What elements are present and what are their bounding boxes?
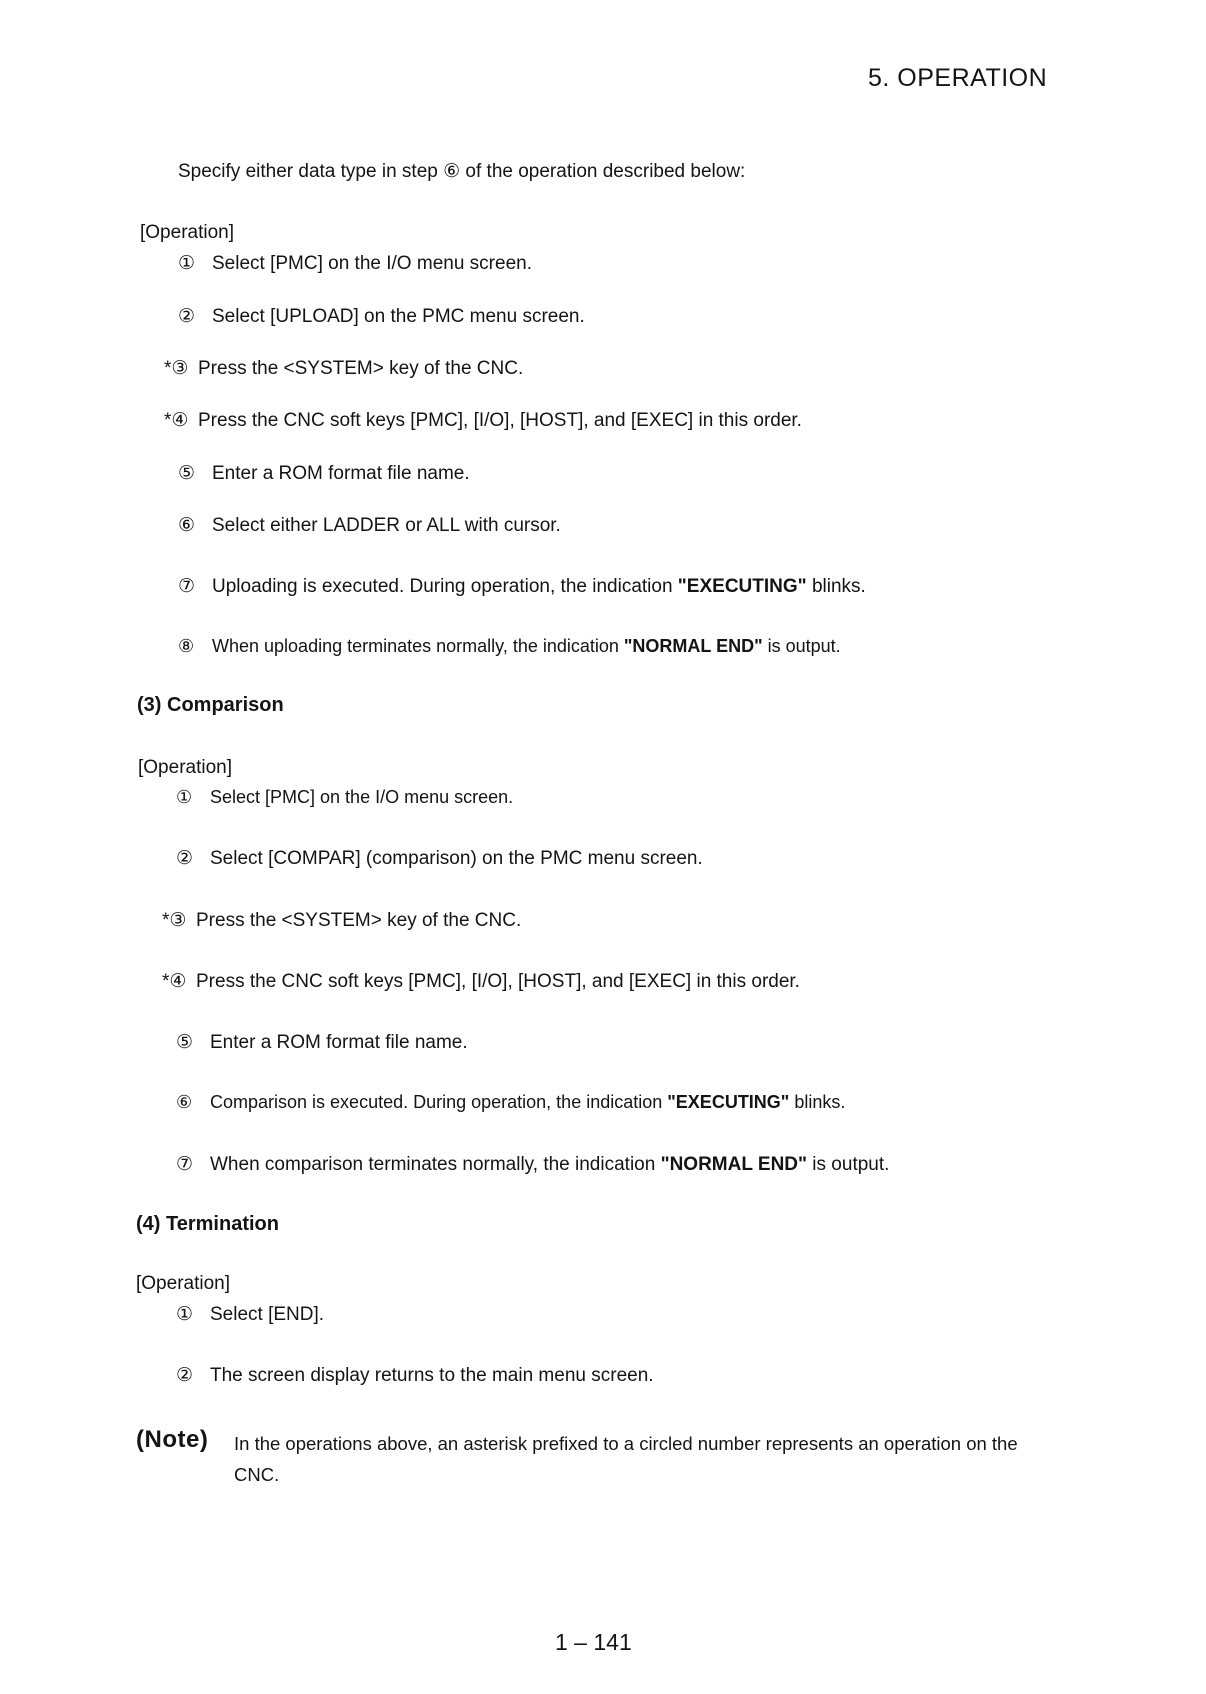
upload-step-7 <box>178 575 866 598</box>
step-number: ⑦ <box>176 1154 194 1175</box>
step-text-pre: When uploading terminates normally, the indication <box>212 636 624 656</box>
upload-step-5 <box>178 462 470 485</box>
step-number: ② <box>178 306 196 327</box>
step-text: Select [PMC] on the I/O menu screen. <box>210 787 514 807</box>
intro-text: Specify either data type in step ⑥ of the operation described below: <box>178 161 746 182</box>
upload-step-3 <box>164 357 523 380</box>
upload-step-8 <box>178 636 841 657</box>
step-number: ① <box>178 253 196 274</box>
upload-step-1 <box>178 252 532 275</box>
step-text-pre: Uploading is executed. During operation, the indication <box>212 576 678 597</box>
step-number: ② <box>176 1365 194 1386</box>
comparison-step-5 <box>176 1031 468 1054</box>
termination-step-2 <box>176 1364 654 1387</box>
step-number: *④ <box>162 971 187 992</box>
step-text-post: blinks. <box>806 576 866 597</box>
step-number: ⑦ <box>178 576 196 597</box>
step-text: Press the <SYSTEM> key of the CNC. <box>196 910 522 931</box>
step-number: ⑥ <box>178 515 196 536</box>
step-text: Select [PMC] on the I/O menu screen. <box>212 253 532 274</box>
step-text: Select [END]. <box>210 1304 325 1325</box>
step-number: ① <box>176 1304 194 1325</box>
step-text-post: is output. <box>762 636 841 656</box>
step-text: Enter a ROM format file name. <box>210 1032 468 1053</box>
step-number: *③ <box>164 358 189 379</box>
step-number: ① <box>176 787 193 807</box>
step-number: *③ <box>162 910 187 931</box>
termination-heading: (4) Termination <box>136 1213 279 1235</box>
step-text-bold: "NORMAL END" <box>623 636 763 656</box>
step-text-bold: "EXECUTING" <box>667 1092 790 1112</box>
comparison-step-3 <box>162 909 521 932</box>
step-text: Select [UPLOAD] on the PMC menu screen. <box>212 306 585 327</box>
section-header: 5. OPERATION <box>868 64 1048 92</box>
step-text-post: blinks. <box>789 1092 846 1112</box>
step-text-bold: "NORMAL END" <box>660 1154 808 1175</box>
step-text-pre: When comparison terminates normally, the indication <box>210 1154 661 1175</box>
upload-operation-label: [Operation] <box>140 222 234 243</box>
comparison-operation-label: [Operation] <box>138 757 232 778</box>
step-text: Press the CNC soft keys [PMC], [I/O], [HOST], and [EXEC] in this order. <box>198 410 802 431</box>
note-text: In the operations above, an asterisk prefixed to a circled number represents an operation on the CNC. <box>234 1433 1018 1485</box>
step-number: ⑤ <box>178 463 196 484</box>
step-number: ⑥ <box>176 1092 193 1112</box>
termination-step-1 <box>176 1303 324 1326</box>
comparison-step-4 <box>162 970 800 993</box>
step-text: The screen display returns to the main menu screen. <box>210 1365 654 1386</box>
step-text-pre: Comparison is executed. During operation, the indication <box>210 1092 668 1112</box>
upload-step-2 <box>178 305 585 328</box>
step-text: Press the <SYSTEM> key of the CNC. <box>198 358 524 379</box>
step-text: Press the CNC soft keys [PMC], [I/O], [HOST], and [EXEC] in this order. <box>196 971 800 992</box>
step-text-post: is output. <box>807 1154 890 1175</box>
step-text: Select either LADDER or ALL with cursor. <box>212 515 561 536</box>
step-number: ⑤ <box>176 1032 194 1053</box>
note-label: (Note) <box>136 1426 209 1453</box>
comparison-step-1 <box>176 787 513 808</box>
step-number: *④ <box>164 410 189 431</box>
step-number: ⑧ <box>178 636 195 656</box>
termination-operation-label: [Operation] <box>136 1273 230 1294</box>
comparison-step-6 <box>176 1092 845 1113</box>
comparison-heading: (3) Comparison <box>137 694 284 716</box>
page-number: 1 – 141 <box>555 1629 632 1655</box>
step-text: Select [COMPAR] (comparison) on the PMC menu screen. <box>210 848 703 869</box>
upload-step-4 <box>164 409 802 432</box>
step-number: ② <box>176 848 194 869</box>
comparison-step-7 <box>176 1153 889 1176</box>
upload-step-6 <box>178 514 561 537</box>
step-text: Enter a ROM format file name. <box>212 463 470 484</box>
comparison-step-2 <box>176 847 703 870</box>
step-text-bold: "EXECUTING" <box>677 576 807 597</box>
